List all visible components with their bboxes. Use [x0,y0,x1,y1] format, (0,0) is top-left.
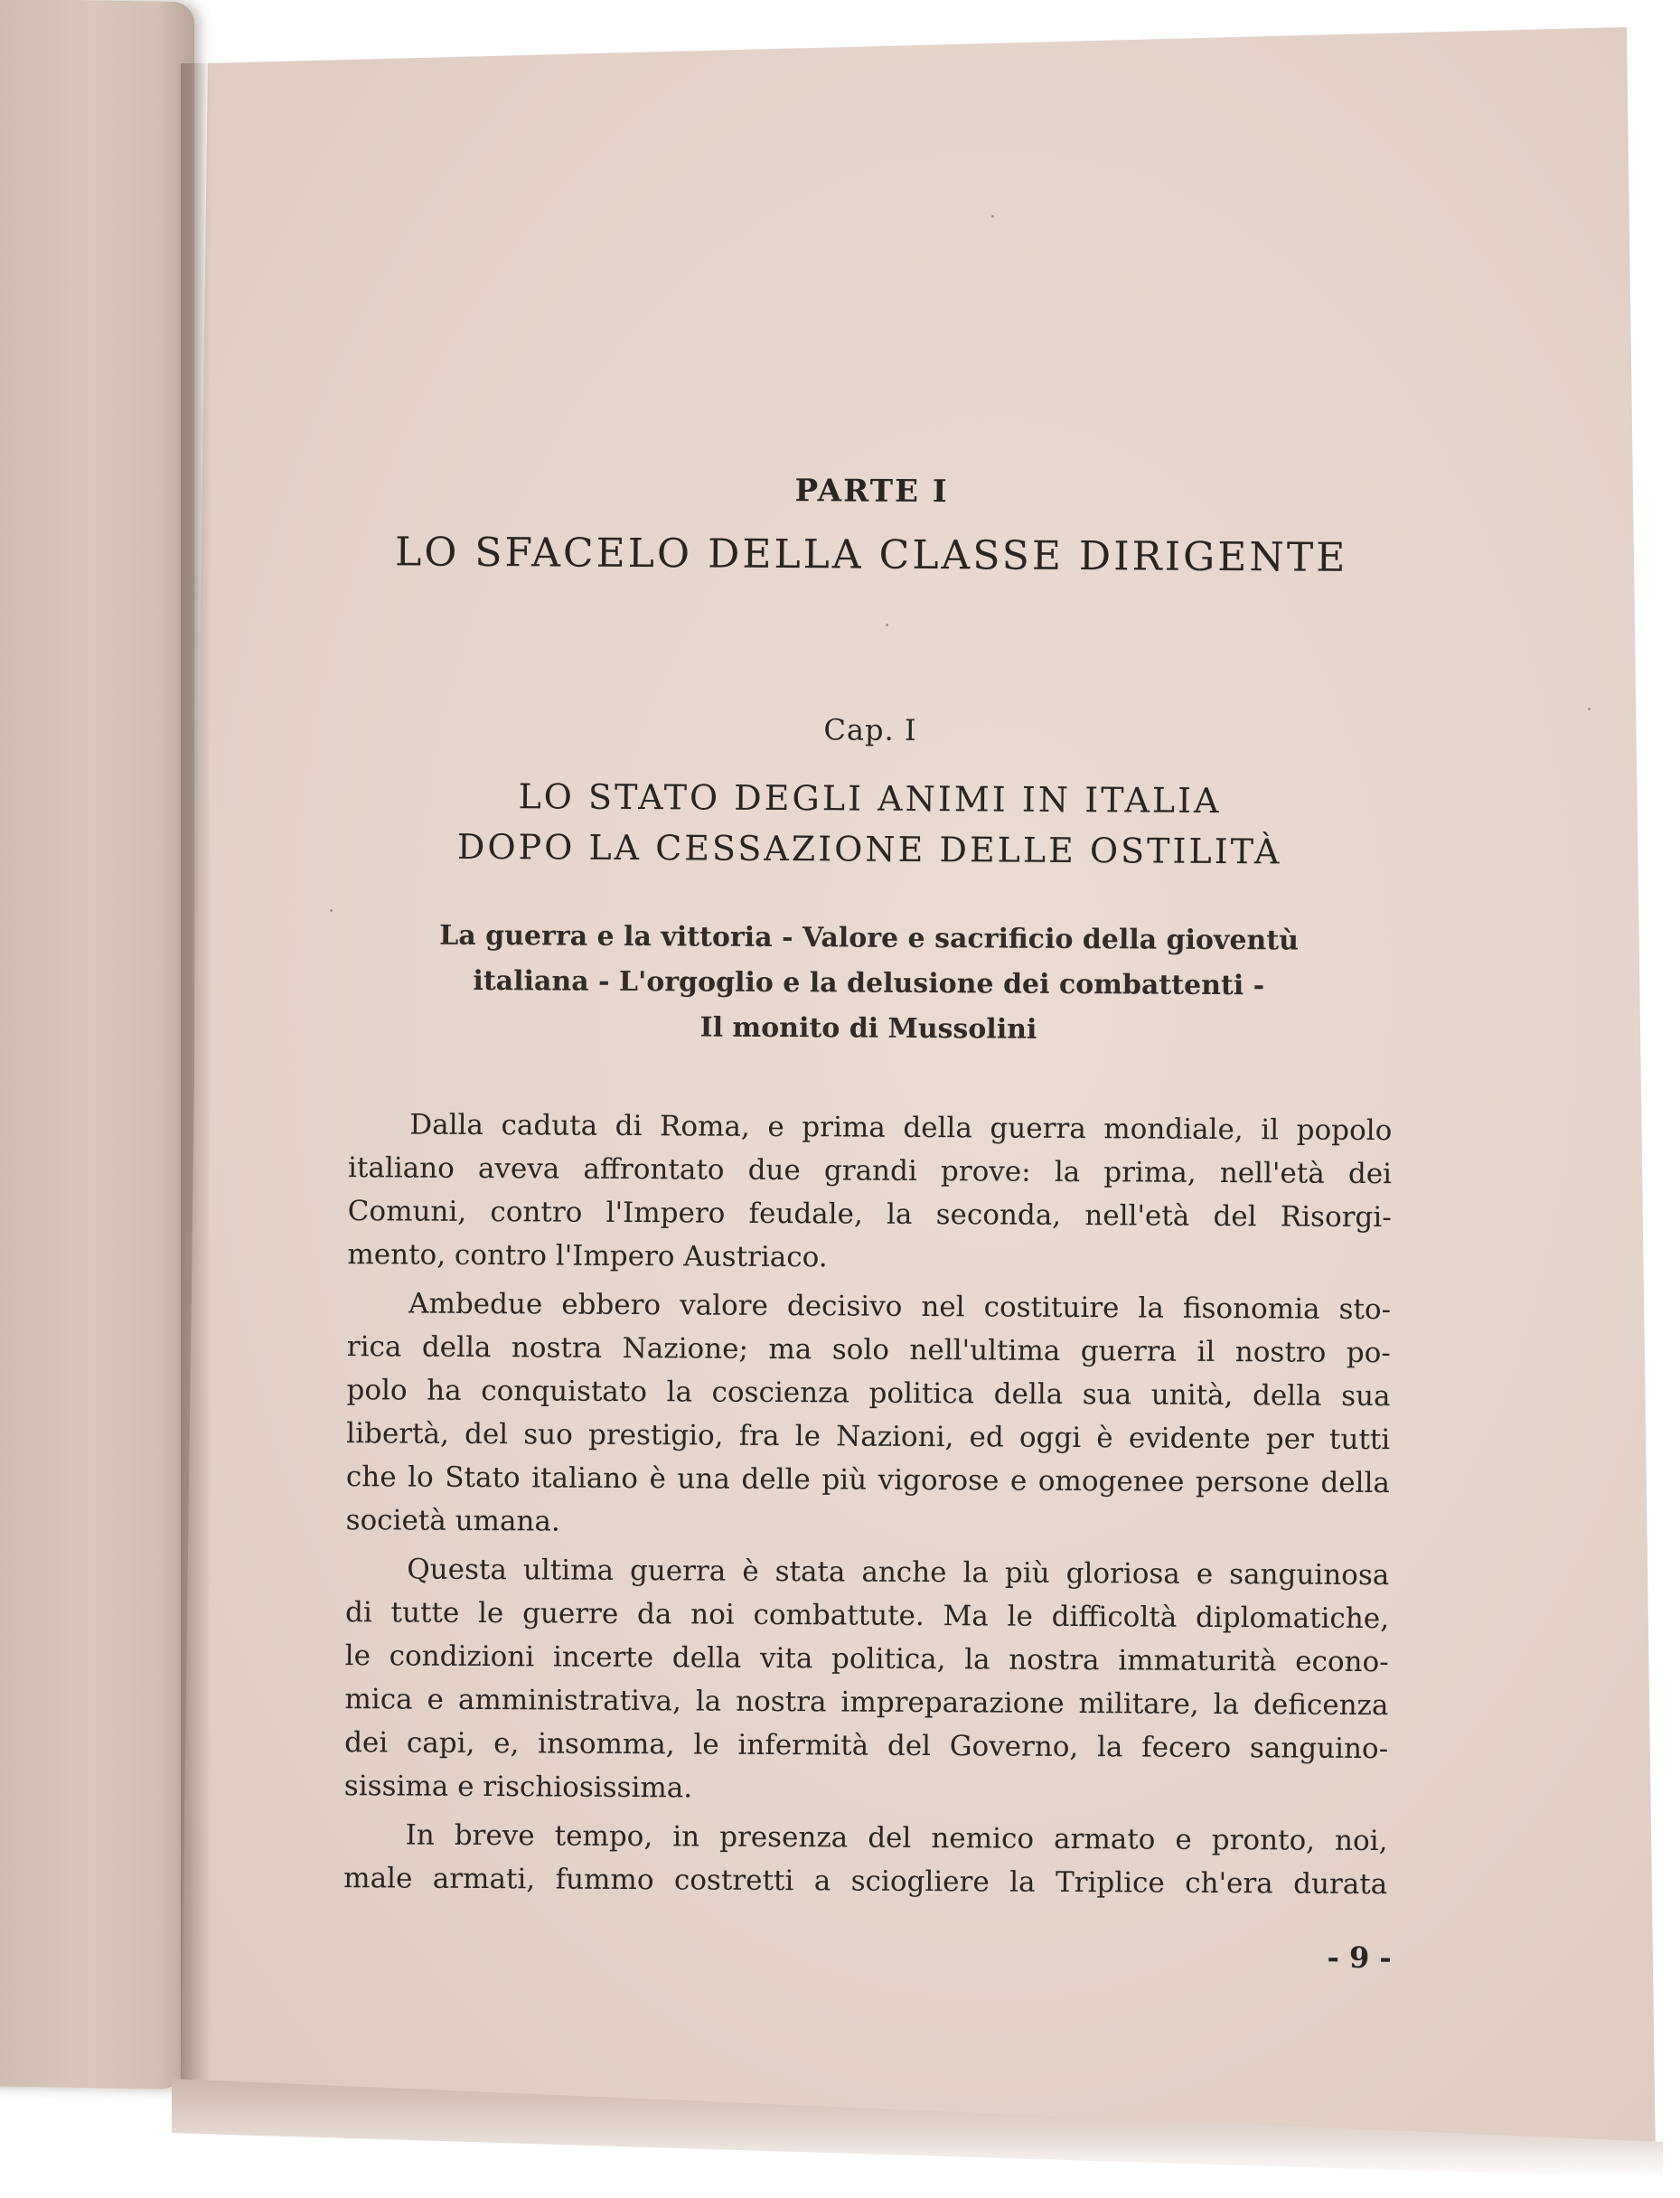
text-line: libertà, del suo prestigio, fra le Nazioni, ed oggi è evidente per tutti [346,1417,1391,1457]
chapter-label: Cap. I [823,712,917,747]
spine-shadow [181,63,211,2088]
text-line: male armati, fummo costretti a sciogliere la Triplice ch'era durata [343,1862,1388,1902]
paper-speck [330,909,333,912]
text-line: di tutte le guerre da noi combattute. Ma le difficoltà diplomatiche, [344,1596,1390,1636]
summary-line: italiana - L'orgoglio e la delusione dei combattenti - [473,964,1265,1002]
left-facing-page [0,0,194,2090]
text-line: le condizioni incerte della vita politica, la nostra immaturità econo- [344,1639,1389,1679]
text-line: Comuni, contro l'Impero feudale, la seconda, nell'età del Risorgi- [347,1195,1392,1235]
text-line: mica e amministrativa, la nostra impreparazione militare, la deficenza [344,1683,1389,1723]
text-line: Ambedue ebbero valore decisivo nel costituire la fisonomia sto- [408,1287,1392,1327]
body-text [343,1103,1392,1912]
text-line: società umana. [345,1504,560,1538]
text-line: polo ha conquistato la coscienza politica della sua unità, della sua [346,1374,1391,1414]
paragraph [347,1103,1392,1282]
text-line: sissima e rischiosissima. [343,1770,693,1805]
chapter-title [332,770,1408,878]
summary-line: La guerra e la vittoria - Valore e sacrificio della gioventù [439,919,1300,957]
part-label: PARTE I [794,473,949,511]
paragraph [346,1282,1392,1548]
text-line: Questa ultima guerra è stata anche la più gloriosa e sanguinosa [407,1553,1390,1592]
text-line: rica della nostra Nazione; ma solo nell'ultima guerra il nostro po- [346,1330,1391,1370]
text-line: dei capi, e, insomma, le infermità del Governo, la fecero sanguino- [344,1726,1389,1766]
paragraph [343,1813,1388,1906]
text-line: In breve tempo, in presenza del nemico armato e pronto, noi, [405,1818,1388,1858]
summary-line: Il monito di Mussolini [699,1011,1037,1046]
page-number: - 9 - [1327,1940,1392,1976]
paragraph [344,1547,1390,1814]
paper-speck [1588,708,1591,710]
chapter-title-line: LO STATO DEGLI ANIMI IN ITALIA [518,776,1222,822]
part-title: LO SFACELO DELLA CLASSE DIRIGENTE [394,529,1348,581]
text-line: italiano aveva affrontato due grandi prove: la prima, nell'età dei [347,1151,1393,1191]
text-line: che lo Stato italiano è una delle più vigorose e omogenee persone della [345,1461,1391,1500]
paper-speck [886,624,888,626]
chapter-summary [331,913,1407,1055]
chapter-title-line: DOPO LA CESSAZIONE DELLE OSTILITÀ [456,826,1282,872]
text-line: Dalla caduta di Roma, e prima della guerra mondiale, il popolo [409,1108,1393,1148]
text-line: mento, contro l'Impero Austriaco. [347,1238,828,1274]
paper-speck [991,215,994,218]
